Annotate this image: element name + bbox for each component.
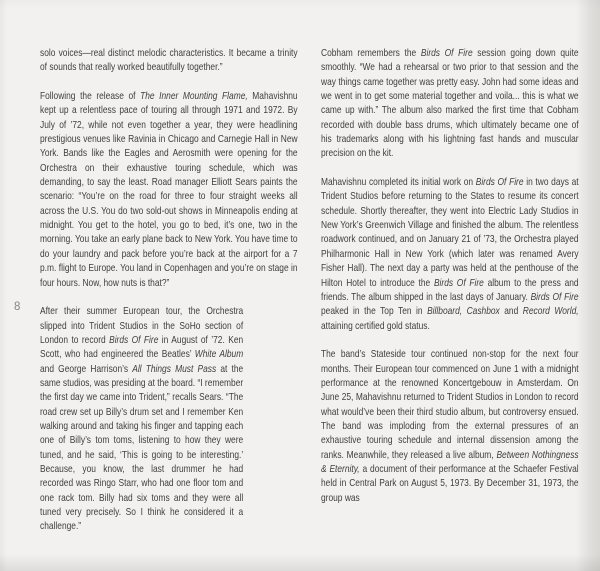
paragraph-continued: solo voices—real distinct melodic characteristics. It became a trinity of sounds that really worked beautifully together.” (40, 47, 298, 74)
paragraph-cobham-session: Cobham remembers the Birds Of Fire session going down quite smoothly. “We had a rehearsal or two prior to that session and the way things came together was pretty easy. John had some ideas and we went in to get some material together and voila... this is what we came up with.” The album also marked the first time that Cobham recorded with double bass drums, which ultimately became one of his trademarks along with his lightning fast hands and muscular precision on the kit. (321, 47, 579, 160)
page-number: 8 (14, 301, 21, 313)
paragraph-trident-sessions: After their summer European tour, the Orchestra slipped into Trident Studios in the SoHo section of London to record Birds Of Fire in August of ’72. Ken Scott, who had engineered the Beatles’ White Album and George Harrison’s All Things Must Pass at the same studios, was presiding at the board. “I remember the first day we came into Trident,” recalls Sears. “The road crew set up Billy’s drum set and I remember Ken walking around and taking his finger and tapping each one of Billy’s tom toms, listening to how they were tuned, and he said, ‘This is going to be interesting.’ Because, you know, the last drummer he had recorded was Ringo Starr, who had one floor tom and one rack tom. Billy had six toms and they were all tuned very precisely. So I think he considered it a challenge.” (40, 305, 244, 533)
paragraph-stateside-tour: The band’s Stateside tour continued non-stop for the next four months. Their European tour commenced on June 1 with a midnight performance at the renowned Koncertgebouw in Amsterdam. On June 25, Mahavishnu returned to Trident Studios in London to record what would’ve been their third studio album, but controversy ensued. The band was imploding from the external pressures of an exhaustive touring schedule and internal dissension among the ranks. Meanwhile, they released a live album, Between Nothingness & Eternity, a document of their performance at the Schaefer Festival held in Central Park on August 5, 1973. By December 31, 1973, the group was (321, 348, 579, 504)
left-column (40, 46, 298, 548)
paragraph-touring: Following the release of The Inner Mounting Flame, Mahavishnu kept up a relentless pace of touring all through 1971 and 1972. By July of ’72, while not even together a year, they were headlining prestigious venues like Ravinia in Chicago and Carnegie Hall in New York. Bands like the Eagles and Aerosmith were opening for the Orchestra on their exhaustive touring schedule, which was demanding, to say the least. Road manager Elliott Sears paints the scenario: “You’re on the road for three to four straight weeks all across the U.S. You do two sold-out shows in Minneapolis ending at midnight. You get to the hotel, you go to bed, it’s one, two in the morning. You take an early plane back to New York. You have time to do your laundry and pack before you’re back at the airport for a 7 p.m. flight to Europe. You land in Copenhagen and you’re on stage in four hours. Now, how nuts is that?” (40, 90, 298, 289)
right-column (321, 46, 579, 519)
paragraph-album-release: Mahavishnu completed its initial work on Birds Of Fire in two days at Trident Studios before returning to the States to resume its concert schedule. Shortly thereafter, they went into Electric Lady Studios in New York’s Greenwich Village and finished the album. The relentless roadwork continued, and on January 21 of ’73, the Orchestra played Philharmonic Hall in New York (which later was renamed Avery Fisher Hall). The next day a party was held at the penthouse of the Hilton Hotel to introduce the Birds Of Fire album to the press and friends. The album shipped in the last days of January. Birds Of Fire peaked in the Top Ten in Billboard, Cashbox and Record World, attaining certified gold status. (321, 176, 579, 332)
